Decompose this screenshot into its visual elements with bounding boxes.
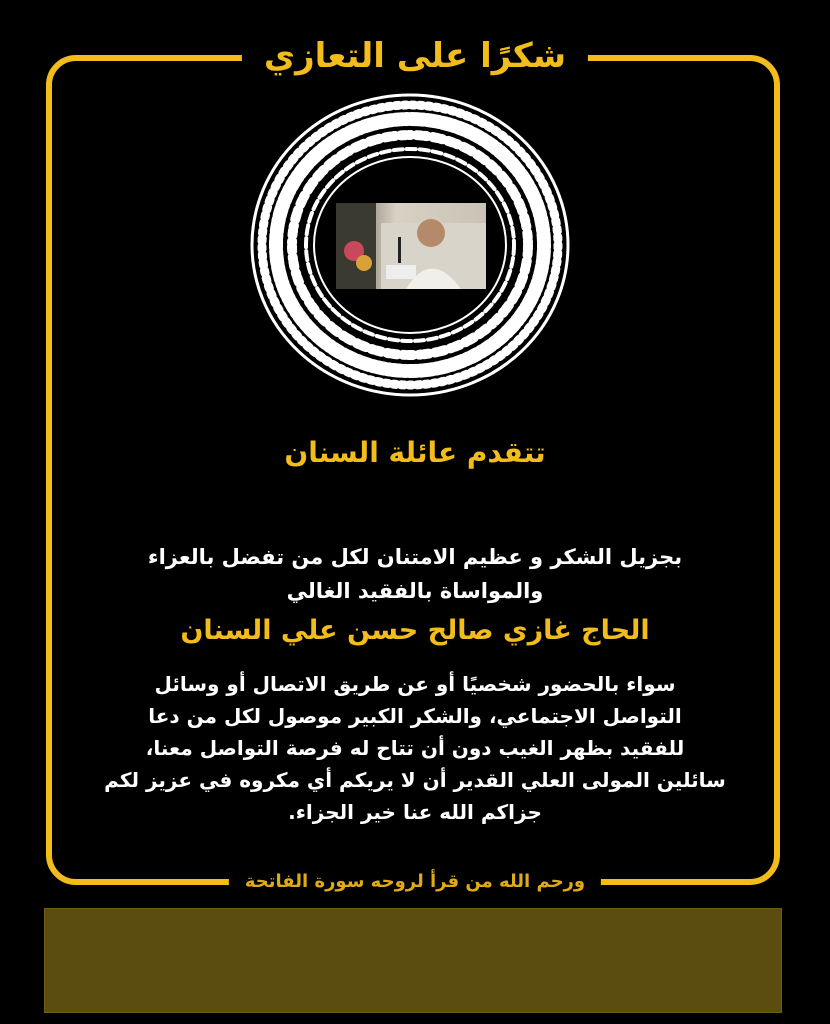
page-title: شكرًا على التعازي <box>242 30 588 82</box>
thanks-paragraph-top <box>80 540 750 608</box>
text-line: بجزيل الشكر و عظيم الامتنان لكل من تفضل بالعزاء <box>147 545 683 569</box>
fatiha-note: ورحم الله من قرأ لروحه سورة الفاتحة <box>229 866 601 898</box>
thanks-paragraph-bottom <box>80 668 750 828</box>
text-line: للفقيد بظهر الغيب دون أن تتاح له فرصة التواصل معنا، <box>145 736 685 760</box>
portrait-photo <box>336 203 486 289</box>
text-line: التواصل الاجتماعي، والشكر الكبير موصول لكل من دعا <box>148 704 682 728</box>
text-line: والمواساة بالفقيد الغالي <box>286 579 544 603</box>
family-line: تتقدم عائلة السنان <box>284 436 546 469</box>
deceased-name: الحاج غازي صالح حسن علي السنان <box>180 615 650 646</box>
bottom-panel <box>44 908 782 1013</box>
text-line: سائلين المولى العلي القدير أن لا يريكم أي مكروه في عزيز لكم <box>104 768 726 792</box>
text-line: جزاكم الله عنا خير الجزاء. <box>288 800 542 824</box>
text-line: سواء بالحضور شخصيًا أو عن طريق الاتصال أو وسائل <box>154 672 676 696</box>
